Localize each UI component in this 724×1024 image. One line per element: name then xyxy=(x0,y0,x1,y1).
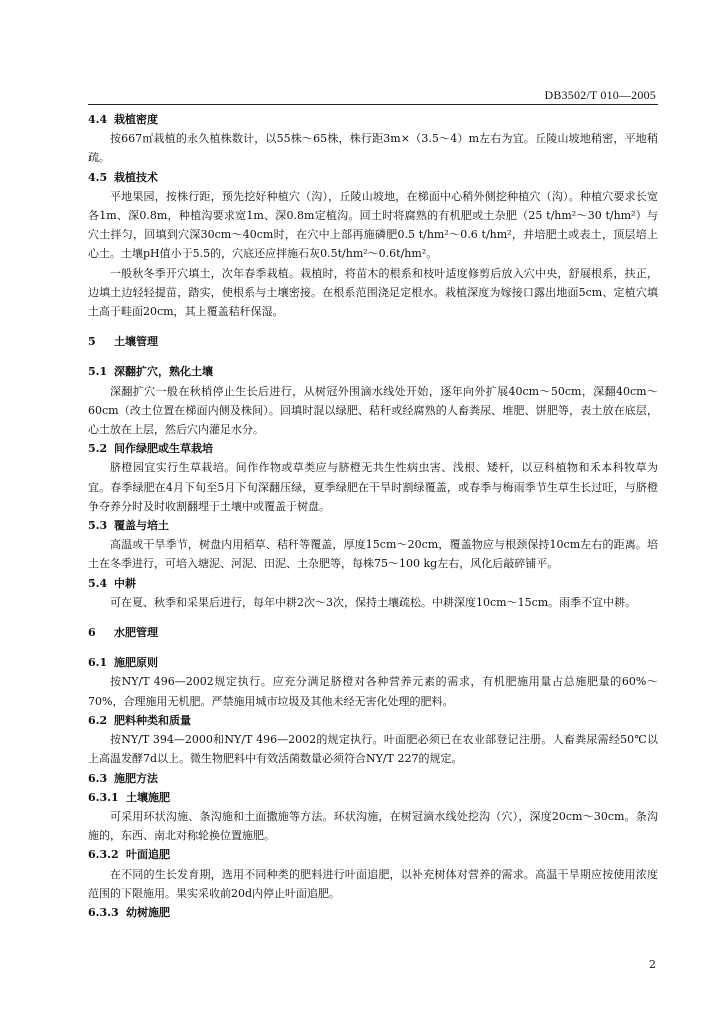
document-body xyxy=(88,110,658,922)
document-code: DB3502/T 010—2005 xyxy=(544,88,656,102)
heading-number: 6.3.2 xyxy=(88,848,119,862)
heading-number: 6.1 xyxy=(88,656,108,670)
paragraph: 可采用环状沟施、条沟施和土面撒施等方法。环状沟施，在树冠滴水线处挖沟（穴），深度20cm～30cm。条沟施的，东西、南北对称轮换位置施肥。 xyxy=(88,809,658,843)
subsubsection-heading xyxy=(88,903,658,922)
heading-title: 施肥方法 xyxy=(114,771,158,785)
heading-title: 中耕 xyxy=(114,576,136,590)
paragraph: 高温或干旱季节，树盘内用稻草、秸秆等覆盖，厚度15cm～20cm，覆盖物应与根颈保持10cm左右的距离。培土在冬季进行，可培入塘泥、河泥、田泥、土杂肥等，每株75～100 kg左右，风化后敲碎铺平。 xyxy=(88,538,658,571)
section-gap xyxy=(88,642,658,653)
section-heading xyxy=(88,439,658,458)
heading-number: 4.5 xyxy=(88,170,108,184)
paragraph: 按NY/T 394—2000和NY/T 496—2002的规定执行。叶面肥必须已在农业部登记注册。人畜粪尿需经50℃以上高温发酵7d以上。微生物肥料中有效活菌数量必须符合NY/T 227的规定。 xyxy=(88,733,658,766)
header-rule xyxy=(88,104,658,105)
subsubsection-heading xyxy=(88,845,658,864)
section-heading xyxy=(88,769,658,788)
heading-title: 深翻扩穴，熟化土壤 xyxy=(114,365,213,379)
paragraph: 一般秋冬季开穴填土，次年春季栽植。栽植时，将苗木的根系和枝叶适度修剪后放入穴中央，舒展根系，扶正，边填土边轻轻提苗，踏实，使根系与土壤密接。在根系范围浇足定根水。栽植深度为嫁接口露出地面5cm、定植穴填土高于畦面20cm，其上覆盖秸秆保湿。 xyxy=(88,266,658,319)
heading-title: 土壤施肥 xyxy=(126,790,170,804)
heading-number: 5.2 xyxy=(88,442,108,456)
heading-number: 5.3 xyxy=(88,519,108,533)
paragraph: 按NY/T 496—2002规定执行。应充分满足脐橙对各种营养元素的需求，有机肥施用量占总施肥量的60%～70%，合理施用无机肥。严禁施用城市垃圾及其他未经无害化处理的肥料。 xyxy=(88,675,658,708)
heading-title: 叶面追肥 xyxy=(126,848,170,862)
paragraph: 按667㎡栽植的永久植株数计，以55株～65株，株行距3m×（3.5～4）m左右为宜。丘陵山坡地稍密，平地稍疏。 xyxy=(88,132,658,165)
chapter-heading xyxy=(88,332,658,351)
heading-number: 6 xyxy=(88,626,96,640)
heading-number: 6.3 xyxy=(88,771,108,785)
section-gap xyxy=(88,351,658,362)
heading-title: 覆盖与培土 xyxy=(114,519,169,533)
heading-title: 幼树施肥 xyxy=(126,905,170,919)
paragraph: 深翻扩穴一般在秋梢停止生长后进行，从树冠外围滴水线处开始，逐年向外扩展40cm～50cm，深翻40cm～60cm（改土位置在梯面内侧及株间）。回填时混以绿肥、秸秆或经腐熟的人畜粪尿、堆肥、饼肥等，表土放在底层，心土放在上层，然后穴内灌足水分。 xyxy=(88,384,658,437)
chapter-heading xyxy=(88,623,658,642)
section-heading xyxy=(88,574,658,593)
heading-title: 肥料种类和质量 xyxy=(114,713,191,727)
heading-number: 6.3.1 xyxy=(88,790,119,804)
heading-title: 土壤管理 xyxy=(114,335,158,349)
section-heading xyxy=(88,110,658,129)
heading-title: 间作绿肥或生草栽培 xyxy=(114,442,213,456)
paragraph: 平地果园，按株行距，预先挖好种植穴（沟），丘陵山坡地，在梯面中心稍外侧挖种植穴（沟）。种植穴要求长宽各1m、深0.8m，种植沟要求宽1m、深0.8m定植沟。回土时将腐熟的有机肥或土杂肥（25 t/hm²～30 t/hm²）与穴土拌匀，回填到穴深30cm～40cm时，在穴中上部再施磷肥0.5 t/hm²～0.6 t/hm²，并培肥土或表土，顶层培上心土。土壤pH值小于5.5的，穴底还应拌施石灰0.5t/hm²～0.6t/hm²。 xyxy=(88,189,658,261)
subsubsection-heading xyxy=(88,788,658,807)
heading-number: 6.2 xyxy=(88,713,108,727)
heading-number: 5 xyxy=(88,335,96,349)
page-number: 2 xyxy=(649,958,656,971)
section-heading xyxy=(88,516,658,535)
heading-number: 5.4 xyxy=(88,576,108,590)
heading-title: 栽植密度 xyxy=(114,113,158,126)
section-heading xyxy=(88,711,658,730)
heading-title: 施肥原则 xyxy=(114,656,158,670)
paragraph: 可在夏、秋季和采果后进行，每年中耕2次～3次，保持土壤疏松。中耕深度10cm～15cm。雨季不宜中耕。 xyxy=(110,595,637,609)
section-heading xyxy=(88,168,658,187)
section-heading xyxy=(88,362,658,381)
heading-number: 4.4 xyxy=(88,113,108,126)
heading-title: 栽植技术 xyxy=(114,170,158,184)
section-gap xyxy=(88,612,658,623)
heading-number: 5.1 xyxy=(88,365,108,379)
paragraph: 脐橙园宜实行生草栽培。间作作物或草类应与脐橙无共生性病虫害、浅根、矮杆，以豆科植物和禾本科牧草为宜。春季绿肥在4月下旬至5月下旬深翻压绿，夏季绿肥在干旱时割绿覆盖，或春季与梅雨季节生草生长过旺，与脐橙争夺养分时及时收割翻埋于土壤中或覆盖于树盘。 xyxy=(88,461,658,513)
heading-number: 6.3.3 xyxy=(88,905,119,919)
section-heading xyxy=(88,653,658,672)
paragraph: 在不同的生长发育期，选用不同种类的肥料进行叶面追肥，以补充树体对营养的需求。高温干旱期应按使用浓度范围的下限施用。果实采收前20d内停止叶面追肥。 xyxy=(88,867,658,900)
heading-title: 水肥管理 xyxy=(114,626,158,640)
section-gap xyxy=(88,321,658,332)
